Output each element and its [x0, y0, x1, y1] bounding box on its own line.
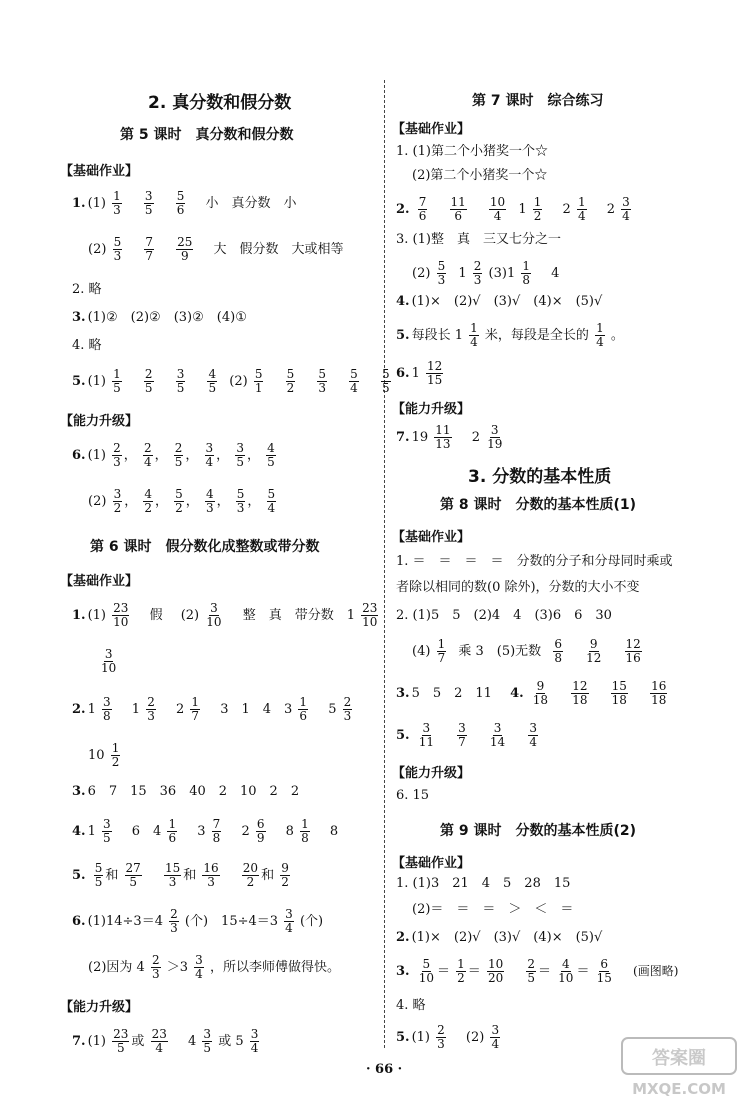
answer-line: 1. (1) $\frac{1}{3}$ $\frac{3}{5}$ $\frac{5}{6}$ 小 真分数 小: [72, 189, 297, 217]
answer-line: (2) $\frac{5}{3}$ 1 $\frac{2}{3}$ (3)1 $\frac{1}{8}$ 4: [412, 259, 560, 287]
section-label: 【基础作业】: [392, 530, 471, 545]
svg-text:MXQE.COM: MXQE.COM: [632, 1080, 726, 1098]
section-label: 【基础作业】: [392, 122, 471, 137]
answer-line: 3. 6 7 15 36 40 2 10 2 2: [72, 784, 300, 799]
section-label: 【基础作业】: [60, 574, 139, 589]
answer-line: 者除以相同的数(0 除外)，分数的大小不变: [396, 580, 640, 595]
lesson-title: 第 7 课时 综合练习: [472, 93, 604, 109]
answer-line: 1. (1) $\frac{23}{10}$ 假 (2) $\frac{3}{10}$ 整 真 带分数 1 $\frac{23}{10}$: [72, 601, 378, 629]
lesson-title: 第 6 课时 假分数化成整数或带分数: [90, 539, 320, 555]
answer-line: 5. $\frac{3}{11}$ $\frac{3}{7}$ $\frac{3}{14}$ $\frac{3}{4}$: [396, 721, 537, 749]
chapter-title: 2. 真分数和假分数: [148, 93, 292, 113]
answer-line: 2. (1)× (2)√ (3)√ (4)× (5)√: [396, 930, 603, 945]
answer-line: $\frac{3}{10}$: [101, 647, 117, 675]
section-label: 【能力升级】: [60, 414, 139, 429]
fraction: $\frac{25}{9}$: [177, 235, 193, 263]
answer-line: 5. (1) $\frac{2}{3}$ (2) $\frac{3}{4}$: [396, 1023, 500, 1051]
answer-line: 2. 1 $\frac{3}{8}$ 1 $\frac{2}{3}$ 2 $\frac{1}{7}$ 3 1 4 3 $\frac{1}{6}$ 5 $\frac{2}{3}$: [72, 695, 352, 723]
section-label: 【基础作业】: [392, 856, 471, 871]
answer-line: (2) $\frac{3}{2}$ ， $\frac{4}{2}$ ， $\frac{5}{2}$ ， $\frac{4}{3}$ ， $\frac{5}{3}$ ， $\frac{5}{4}$: [88, 487, 276, 515]
answer-line: (2)＝ ＝ ＝ ＞ ＜ ＝: [412, 902, 574, 917]
fraction: $\frac{5}{6}$: [176, 189, 185, 217]
answer-line: 3. (1)② (2)② (3)② (4)①: [72, 310, 247, 325]
answer-line: (2)因为 4 $\frac{2}{3}$ ＞3 $\frac{3}{4}$ ，所以李师傅做得快。: [88, 953, 340, 981]
answer-line: 6. (1)14÷3＝4 $\frac{2}{3}$ (个) 15÷4＝3 $\frac{3}{4}$ (个): [72, 907, 324, 935]
column-divider: [384, 80, 385, 1048]
section-label: 【能力升级】: [60, 1000, 139, 1015]
answer-line: 1. (1)第二个小猪奖一个☆: [396, 144, 548, 159]
answer-line: 2. 略: [72, 282, 102, 297]
answer-line: 2. $\frac{7}{6}$ $\frac{11}{6}$ $\frac{10}{4}$ 1 $\frac{1}{2}$ 2 $\frac{1}{4}$ 2 $\frac{3}{4}$: [396, 195, 630, 223]
answer-line: 6. (1) $\frac{2}{3}$ ， $\frac{2}{4}$ ， $\frac{2}{5}$ ， $\frac{3}{4}$ ， $\frac{3}{5}$ ， $\frac{4}{5}$: [72, 441, 275, 469]
answer-line: (4) $\frac{1}{7}$ 乘 3 (5)无数 $\frac{6}{8}$ $\frac{9}{12}$ $\frac{12}{16}$: [412, 637, 641, 665]
section-label: 【基础作业】: [60, 164, 139, 179]
answer-line: 5. (1) $\frac{1}{5}$ $\frac{2}{5}$ $\frac{3}{5}$ $\frac{4}{5}$ (2) $\frac{5}{1}$ $\frac{5}{2}$ $\frac{5}{3}$ $\frac{5}{4}$ $\frac{5}{5}$: [72, 367, 390, 395]
lesson-title: 第 9 课时 分数的基本性质(2): [440, 823, 637, 839]
answer-line: 4. (1)× (2)√ (3)√ (4)× (5)√: [396, 294, 603, 309]
page-number: · 66 ·: [366, 1062, 403, 1077]
svg-text:答案圈: 答案圈: [652, 1048, 706, 1069]
answer-line: 5. 每段长 1 $\frac{1}{4}$ 米，每段是全长的 $\frac{1}{4}$ 。: [396, 321, 624, 349]
answer-line: 7. (1) $\frac{23}{5}$ 或 $\frac{23}{4}$ 4 $\frac{3}{5}$ 或 5 $\frac{3}{4}$: [72, 1027, 259, 1055]
answer-line: 10 $\frac{1}{2}$: [88, 741, 120, 769]
answer-line: 6. 15: [396, 788, 430, 803]
watermark-logo: [620, 1036, 738, 1100]
section-label: 【能力升级】: [392, 402, 471, 417]
answer-line: 6. 1 $\frac{12}{15}$: [396, 359, 443, 387]
fraction: $\frac{5}{3}$: [113, 235, 122, 263]
answer-line: 2. (1)5 5 (2)4 4 (3)6 6 30: [396, 608, 612, 623]
answer-line: (2)第二个小猪奖一个☆: [412, 168, 548, 183]
answer-line: 1. (1)3 21 4 5 28 15: [396, 876, 571, 891]
fraction: $\frac{3}{5}$: [144, 189, 153, 217]
answer-line: 3. (1)整 真 三又七分之一: [396, 232, 561, 247]
fraction: $\frac{1}{3}$: [113, 189, 121, 217]
fraction: $\frac{7}{7}$: [145, 235, 153, 263]
answer-line: 3. 5 5 2 11 4. $\frac{9}{18}$ $\frac{12}{18}$ $\frac{15}{18}$ $\frac{16}{18}$: [396, 679, 667, 707]
lesson-title: 第 8 课时 分数的基本性质(1): [440, 497, 637, 513]
answer-line: 1. ＝ ＝ ＝ ＝ 分数的分子和分母同时乘或: [396, 554, 673, 569]
answer-line: 3. $\frac{5}{10}$ ＝ $\frac{1}{2}$ ＝ $\frac{10}{20}$ $\frac{2}{5}$ ＝ $\frac{4}{10}$ ＝ $\frac{6}{15}$ (画图略): [396, 957, 679, 985]
answer-line: (2) $\frac{5}{3}$ $\frac{7}{7}$ $\frac{25}{9}$ 大 假分数 大或相等: [88, 235, 344, 263]
answer-line: 4. 略: [396, 998, 426, 1013]
chapter-title: 3. 分数的基本性质: [468, 467, 612, 487]
section-label: 【能力升级】: [392, 766, 471, 781]
answer-line: 4. 1 $\frac{3}{5}$ 6 4 $\frac{1}{6}$ 3 $\frac{7}{8}$ 2 $\frac{6}{9}$ 8 $\frac{1}{8}$ 8: [72, 817, 339, 845]
answer-line: 4. 略: [72, 338, 102, 353]
answer-line: 7. 19 $\frac{11}{13}$ 2 $\frac{3}{19}$: [396, 423, 503, 451]
lesson-title: 第 5 课时 真分数和假分数: [120, 127, 294, 143]
answer-line: 5. $\frac{5}{5}$ 和 $\frac{27}{5}$ $\frac{15}{3}$ 和 $\frac{16}{3}$ $\frac{20}{2}$ 和 $\frac{9}{2}$: [72, 861, 289, 889]
